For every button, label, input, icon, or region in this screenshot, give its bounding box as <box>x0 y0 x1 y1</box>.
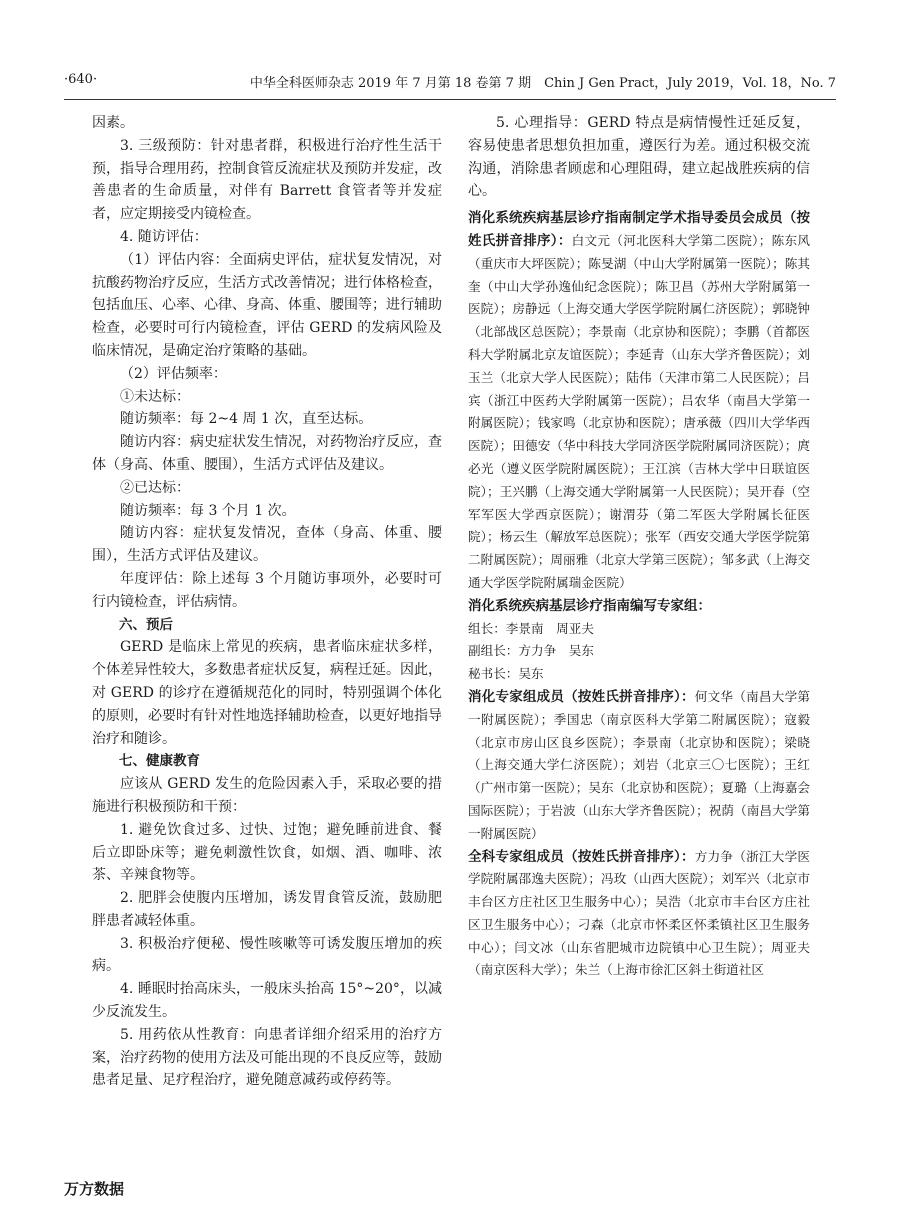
paragraph: 随访内容：病史症状发生情况，对药物治疗反应，查体（身高、体重、腰围），生活方式评估及建议。 <box>92 434 442 473</box>
group-leader: 组长：李景南 周亚夫 <box>468 620 594 636</box>
digestive-experts-paragraph <box>468 686 810 846</box>
paragraph: 4. 随访评估： <box>120 228 208 245</box>
page-header <box>64 72 836 96</box>
paragraph: 年度评估：除上述每 3 个月随访事项外，必要时可行内镜检查，评估病情。 <box>92 570 442 610</box>
digestive-experts-members: 何文华（南昌大学第一附属医院）；季国忠（南京医科大学第二附属医院）；寇毅（北京市房山区良乡医院）；李景南（北京协和医院）；梁晓（上海交通大学仁济医院）；刘岩（北京三〇七医院）；王红（广州市第一医院）；吴东（北京协和医院）；夏璐（上海嘉会国际医院）；于岩波（山东大学齐鲁医院）；祝荫（南昌大学第一附属医院） <box>468 688 810 841</box>
section-heading-health-education: 七、健康教育 <box>119 753 200 770</box>
paragraph: 随访频率：每 3 个月 1 次。 <box>120 502 296 519</box>
digestive-experts-title: 消化专家组成员（按姓氏拼音排序）： <box>468 688 695 705</box>
paragraph: 3. 三级预防：针对患者群，积极进行治疗性生活干预，指导合理用药，控制食管反流症状及预防并发症，改善患者的生命质量，对伴有 Barrett 食管者等并发症者，应定期接受内镜检查。 <box>92 137 442 223</box>
paragraph: 随访频率：每 2~4 周 1 次，直至达标。 <box>120 411 373 428</box>
paragraph: 2. 肥胖会使腹内压增加，诱发胃食管反流，鼓励肥胖患者减轻体重。 <box>92 890 442 929</box>
committee-paragraph <box>468 207 810 595</box>
right-column <box>468 112 810 982</box>
gp-experts-paragraph <box>468 846 810 983</box>
paragraph: 3. 积极治疗便秘、慢性咳嗽等可诱发腹压增加的疾病。 <box>92 935 442 975</box>
paragraph: （1）评估内容：全面病史评估，症状复发情况，对抗酸药物治疗反应，生活方式改善情况；进行体格检查，包括血压、心率、心律、身高、体重、腰围等；进行辅助检查，必要时可行内镜检查，评估 GERD 的发病风险及临床情况，是确定治疗策略的基础。 <box>92 251 442 359</box>
paragraph: 1. 避免饮食过多、过快、过饱；避免睡前进食、餐后立即卧床等；避免刺激性饮食，如烟、酒、咖啡、浓茶、辛辣食物等。 <box>92 821 442 884</box>
group-secretary: 秘书长：吴东 <box>468 666 544 682</box>
paragraph: （2）评估频率： <box>120 365 227 382</box>
paragraph: 随访内容：症状复发情况，查体（身高、体重、腰围），生活方式评估及建议。 <box>92 525 442 565</box>
page-number: ·640· <box>64 72 98 87</box>
group-vice-leader: 副组长：方力争 吴东 <box>468 643 594 659</box>
gp-experts-title: 全科专家组成员（按姓氏拼音排序）： <box>468 848 695 865</box>
paragraph: ①未达标： <box>120 388 190 405</box>
header-rule <box>64 99 836 100</box>
committee-members: 白文元（河北医科大学第二医院）；陈东风（重庆市大坪医院）；陈旻湖（中山大学附属第一医院）；陈其奎（中山大学孙逸仙纪念医院）；陈卫昌（苏州大学附属第一医院）；房静远（上海交通大学医学院附属仁济医院）；郭晓钟（北部战区总医院）；李景南（北京协和医院）；李鹏（首都医科大学附属北京友谊医院）；李延青（山东大学齐鲁医院）；刘玉兰（北京大学人民医院）；陆伟（天津市第二人民医院）；吕宾（浙江中医药大学附属第一医院）；吕农华（南昌大学第一附属医院）；钱家鸣（北京协和医院）；唐承薇（四川大学华西医院）；田德安（华中科技大学同济医学院附属同济医院）；庹必光（遵义医学院附属医院）；王江滨（吉林大学中日联谊医院）；王兴鹏（上海交通大学附属第一人民医院）；吴开春（空军军医大学西京医院）；谢渭芬（第二军医大学附属长征医院）；杨云生（解放军总医院）；张军（西安交通大学医学院第二附属医院）；周丽雅（北京大学第三医院）；邹多武（上海交通大学医学院附属瑞金医院） <box>468 232 810 590</box>
paragraph: GERD 是临床上常见的疾病，患者临床症状多样，个体差异性较大，多数患者症状反复，病程迁延。因此，对 GERD 的诊疗在遵循规范化的同时，特别强调个体化的原则，必要时有针对性地选择辅助检查，以更好地指导治疗和随诊。 <box>92 639 442 747</box>
paragraph: 4. 睡眠时抬高床头，一般床头抬高 15°~20°，以减少反流发生。 <box>92 981 442 1021</box>
gp-experts-members: 方力争（浙江大学医学院附属邵逸夫医院）；冯玫（山西大医院）；刘军兴（北京市丰台区方庄社区卫生服务中心）；吴浩（北京市丰台区方庄社区卫生服务中心）；刁森（北京市怀柔区怀柔镇社区卫生服务中心）；闫文冰（山东省肥城市边院镇中心卫生院）；周亚夫（南京医科大学）；朱兰（上海市徐汇区斜土街道社区 <box>468 848 810 978</box>
paragraph: ②已达标： <box>120 479 190 496</box>
section-heading-prognosis: 六、预后 <box>119 616 173 633</box>
paragraph: 应该从 GERD 发生的危险因素入手，采取必要的措施进行积极预防和干预： <box>92 776 442 815</box>
journal-citation: 中华全科医师杂志 2019 年 7 月第 18 卷第 7 期 Chin J Gen Pract，July 2019，Vol. 18，No. 7 <box>249 76 836 91</box>
paragraph: 5. 用药依从性教育：向患者详细介绍采用的治疗方案，治疗药物的使用方法及可能出现的不良反应等，鼓励患者足量、足疗程治疗，避免随意减药或停药等。 <box>92 1026 442 1089</box>
left-column <box>92 112 442 1092</box>
paragraph: 5. 心理指导：GERD 特点是病情慢性迁延反复，容易使患者思想负担加重，遵医行为差。通过积极交流沟通，消除患者顾虑和心理阻碍，建立起战胜疾病的信心。 <box>468 115 810 200</box>
expert-group-title: 消化系统疾病基层诊疗指南编写专家组： <box>468 597 711 614</box>
wanfang-watermark: 万方数据 <box>64 1180 125 1198</box>
paragraph: 因素。 <box>92 115 134 131</box>
committee-title: 消化系统疾病基层诊疗指南制定学术指导委员会成员（按姓氏拼音排序）： <box>468 210 810 249</box>
